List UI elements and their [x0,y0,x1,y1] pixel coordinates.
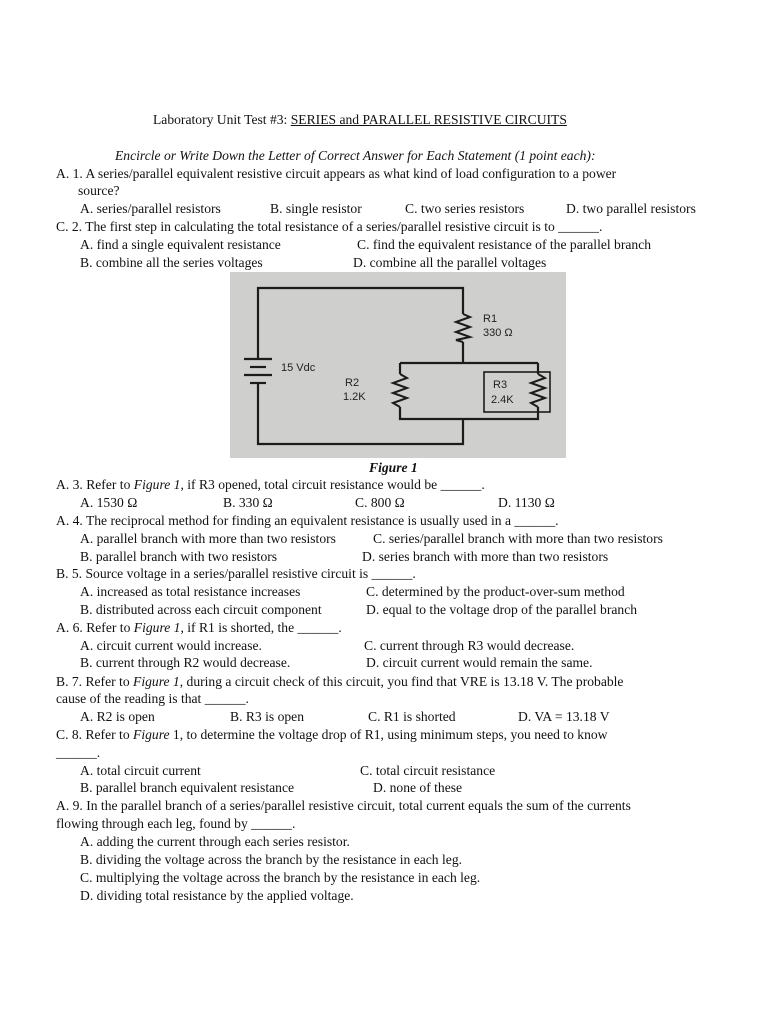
q4-option-d: D. series branch with more than two resistors [362,549,609,564]
r3-value-label: 2.4K [491,394,514,406]
figure-caption: Figure 1 [369,460,418,475]
q9-option-b: B. dividing the voltage across the branch by the resistance in each leg. [80,852,463,867]
q2-option-c: C. find the equivalent resistance of the parallel branch [357,237,652,252]
q3-option-c: C. 800 Ω [355,495,405,510]
question-7 [56,674,623,690]
source-voltage-label: 15 Vdc [281,362,316,374]
figure-1 [230,272,566,458]
title-main: SERIES and PARALLEL RESISTIVE CIRCUITS [290,112,567,127]
instruction: Encircle or Write Down the Letter of Correct Answer for Each Statement (1 point each): [115,148,596,163]
q7-option-c: C. R1 is shorted [368,709,456,724]
q5-option-c: C. determined by the product-over-sum method [366,584,625,599]
question-7-cont: cause of the reading is that ______. [56,691,249,706]
question-2: C. 2. The first step in calculating the total resistance of a series/parallel resistive circuit is to ______. [56,219,603,234]
q7-figure-ref: Figure 1 [133,674,180,689]
question-1-cont: source? [78,183,120,198]
q7-option-a: A. R2 is open [80,709,155,724]
q8-option-d: D. none of these [373,780,463,795]
q9-option-d: D. dividing total resistance by the applied voltage. [80,888,354,903]
question-8-cont: ______. [56,745,101,760]
q7-text-b: , during a circuit check of this circuit, you find that VRE is 13.18 V. The probable [179,674,624,689]
q3-figure-ref: Figure 1 [133,477,181,492]
q4-option-c: C. series/parallel branch with more than two resistors [373,531,663,546]
q5-option-a: A. increased as total resistance increases [80,584,301,599]
q8-text-a: C. 8. Refer to [56,727,134,742]
question-3 [56,477,485,493]
q1-option-a: A. series/parallel resistors [80,201,221,216]
q6-option-d: D. circuit current would remain the same. [366,655,593,670]
q1-option-c: C. two series resistors [405,201,525,216]
q1-option-d: D. two parallel resistors [566,201,696,216]
q4-option-b: B. parallel branch with two resistors [80,549,278,564]
q8-option-c: C. total circuit resistance [360,763,496,778]
question-5: B. 5. Source voltage in a series/parallel resistive circuit is ______. [56,566,416,581]
question-1: A. 1. A series/parallel equivalent resistive circuit appears as what kind of load configuration to a power [56,166,617,181]
r2-value-label: 1.2K [343,391,366,403]
question-8 [56,727,608,743]
page-title [153,112,567,128]
q9-option-a: A. adding the current through each series resistor. [80,834,350,849]
r2-name-label: R2 [345,377,360,389]
question-9-cont: flowing through each leg, found by ______. [56,816,296,831]
q6-option-c: C. current through R3 would decrease. [364,638,575,653]
title-prefix: Laboratory Unit Test #3: [153,112,291,127]
question-4: A. 4. The reciprocal method for finding an equivalent resistance is usually used in a ______. [56,513,559,528]
r3-name-label: R3 [493,379,508,391]
q7-option-d: D. VA = 13.18 V [518,709,610,724]
q3-text-a: A. 3. Refer to [56,477,134,492]
q9-option-c: C. multiplying the voltage across the branch by the resistance in each leg. [80,870,481,885]
r1-value-label: 330 Ω [483,327,513,339]
q6-option-b: B. current through R2 would decrease. [80,655,291,670]
q8-option-a: A. total circuit current [80,763,201,778]
q3-option-a: A. 1530 Ω [80,495,138,510]
q8-option-b: B. parallel branch equivalent resistance [80,780,295,795]
question-6 [56,620,342,636]
q3-option-d: D. 1130 Ω [498,495,555,510]
q1-option-b: B. single resistor [270,201,362,216]
q8-text-b: 1, to determine the voltage drop of R1, using minimum steps, you need to know [169,727,608,742]
question-9: A. 9. In the parallel branch of a series/parallel resistive circuit, total current equals the sum of the currents [56,798,631,813]
q2-option-d: D. combine all the parallel voltages [353,255,547,270]
r1-name-label: R1 [483,313,498,325]
q5-option-b: B. distributed across each circuit component [80,602,322,617]
q7-text-a: B. 7. Refer to [56,674,134,689]
q3-text-b: , if R3 opened, total circuit resistance would be ______. [180,477,485,492]
q6-option-a: A. circuit current would increase. [80,638,262,653]
q2-option-b: B. combine all the series voltages [80,255,263,270]
q7-option-b: B. R3 is open [230,709,305,724]
q8-figure-ref: Figure [133,727,170,742]
q5-option-d: D. equal to the voltage drop of the parallel branch [366,602,638,617]
q6-text-b: , if R1 is shorted, the ______. [180,620,342,635]
q6-text-a: A. 6. Refer to [56,620,134,635]
q6-figure-ref: Figure 1 [133,620,181,635]
q2-option-a: A. find a single equivalent resistance [80,237,281,252]
q3-option-b: B. 330 Ω [223,495,273,510]
q4-option-a: A. parallel branch with more than two resistors [80,531,336,546]
